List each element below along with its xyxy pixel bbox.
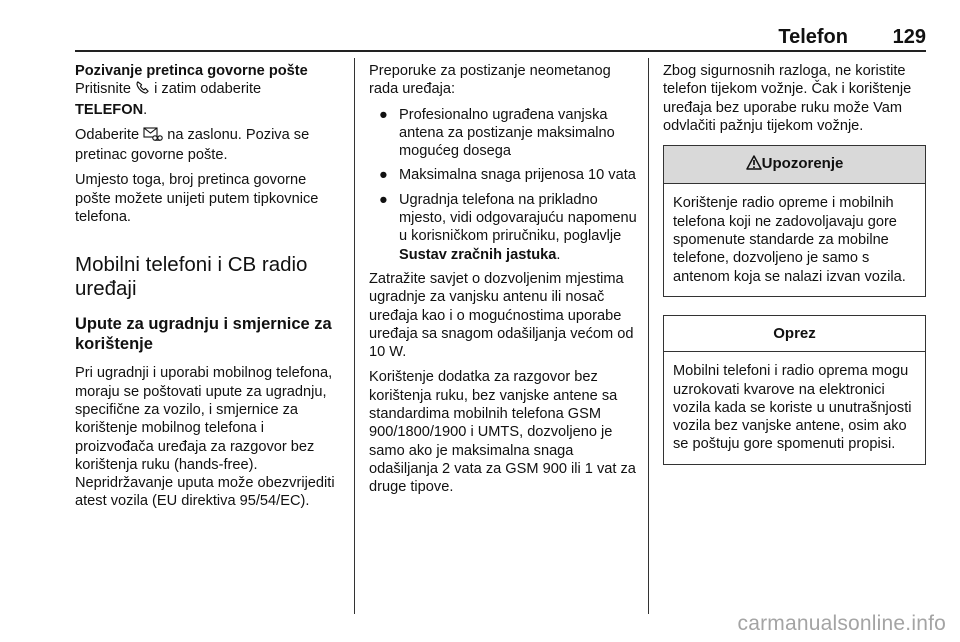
subsection-title: Upute za ugradnju i smjernice za korištenje xyxy=(75,315,332,354)
list-item xyxy=(369,191,637,264)
handsfree-text: Korištenje dodatka za razgovor bez korištenja ruku, bez vanjske antene sa standardima mobilnih telefona GSM 900/1800/1900 i UMTS, dozvoljeno je samo ako je maksimalna snaga odašiljanja 2 vata za GSM 900 ili 1 vat za druge tipove. xyxy=(369,369,636,496)
list-item xyxy=(369,106,637,161)
antenna-advice: Zatražite savjet o dozvoljenim mjestima ugradnje za vanjsku antenu ili nosač uređaja kao i o mogućnostima uporabe uređaja sa snagom odašiljanja većom od 10 W. xyxy=(369,270,634,361)
list-item-text: Ugradnja telefona na prikladno mjesto, vidi odgovarajuću napomenu u korisničkom priručniku, poglavlje xyxy=(399,191,637,245)
recommendations-list xyxy=(369,106,637,264)
step2-text-b: na zaslonu. Poziva se pretinac govorne pošte. xyxy=(75,126,310,164)
list-item-text: Profesionalno ugrađena vanjska antena za postizanje maksimalno mogućeg dosega xyxy=(399,106,615,160)
column-1 xyxy=(75,62,343,518)
bullet-icon: ● xyxy=(379,191,388,208)
warning-header xyxy=(664,146,925,184)
warning-body: Korištenje radio opreme i mobilnih telefona koji ne zadovoljavaju gore spomenute standarde za mobilne telefone, dozvoljeno je samo s antenom koja se nalazi izvan vozila. xyxy=(673,195,906,285)
watermark: carmanualsonline.info xyxy=(737,612,946,635)
airbag-chapter-link[interactable]: Sustav zračnih jastuka xyxy=(399,246,557,263)
voicemail-step-1 xyxy=(75,80,343,119)
voicemail-icon xyxy=(143,127,163,146)
bullet-icon: ● xyxy=(379,167,388,184)
step1-end: . xyxy=(143,101,148,118)
column-divider-2 xyxy=(648,58,649,614)
phone-icon xyxy=(135,80,150,100)
column-3 xyxy=(663,62,926,465)
step1-text-b: i zatim odaberite xyxy=(154,81,262,98)
warning-title: Upozorenje xyxy=(761,155,844,173)
list-item-end: . xyxy=(556,246,561,263)
installation-text: Pri ugradnji i uporabi mobilnog telefona, moraju se poštovati upute za ugradnju, specifične za vozilo, i smjernice za korištenje mobilnog telefona i proizvođača uređaja za razgovor bez korištenja ruku (hands-free). Nepridržavanje uputa može obezvrijediti atest vozila (EU direktiva 95/54/EC). xyxy=(75,365,335,510)
header-title: Telefon xyxy=(778,26,848,48)
step2-text-a: Odaberite xyxy=(75,126,140,143)
list-item xyxy=(369,166,637,184)
safety-text: Zbog sigurnosnih razloga, ne koristite telefon tijekom vožnje. Čak i korištenje uređaja bez uporabe ruku može Vam odvlačiti pažnju tijekom vožnje. xyxy=(663,63,912,134)
column-2 xyxy=(369,62,637,504)
voicemail-title: Pozivanje pretinca govorne pošte xyxy=(75,63,308,79)
voicemail-alt: Umjesto toga, broj pretinca govorne pošte možete unijeti putem tipkovnice telefona. xyxy=(75,172,319,226)
step1-text-a: Pritisnite xyxy=(75,81,131,98)
recommendations-intro: Preporuke za postizanje neometanog rada uređaja: xyxy=(369,63,611,98)
warning-triangle-icon xyxy=(746,155,762,175)
caution-header: Oprez xyxy=(664,316,925,352)
page-header xyxy=(75,26,926,48)
caution-body: Mobilni telefoni i radio oprema mogu uzrokovati kvarove na elektronici vozila kada se koriste u unutrašnjosti vozila bez vanjske antene, osim ako se poštuju gore spomenuti propisi. xyxy=(673,363,912,453)
warning-box xyxy=(663,145,926,297)
header-rule xyxy=(75,50,926,52)
section-title: Mobilni telefoni i CB radio uređaji xyxy=(75,253,308,301)
column-divider-1 xyxy=(354,58,355,614)
caution-box xyxy=(663,315,926,465)
page-number: 129 xyxy=(892,26,926,48)
list-item-text: Maksimalna snaga prijenosa 10 vata xyxy=(399,167,636,184)
bullet-icon: ● xyxy=(379,106,388,123)
menu-telefon: TELEFON xyxy=(75,101,144,118)
voicemail-step-2 xyxy=(75,126,343,165)
